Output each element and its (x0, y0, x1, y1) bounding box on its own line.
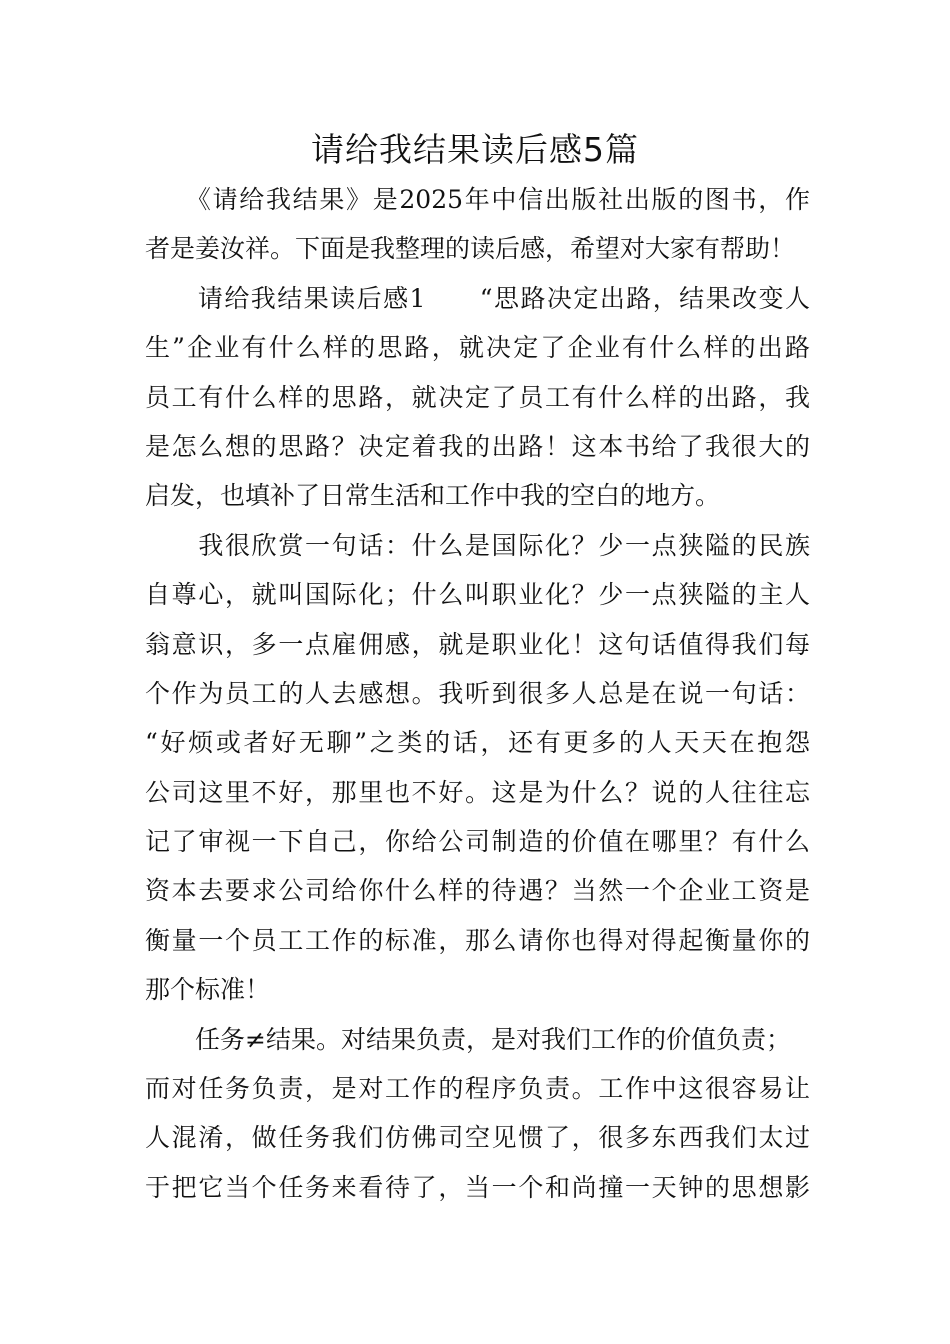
text-line: 请给我结果读后感1 “思路决定出路，结果改变人 (145, 283, 810, 313)
text-line: 是怎么想的思路？决定着我的出路！这本书给了我很大的 (145, 431, 810, 461)
text-line: “好烦或者好无聊”之类的话，还有更多的人天天在抱怨 (145, 728, 810, 758)
text-line: 那个标准！ (145, 975, 271, 1005)
text-line: 衡量一个员工工作的标准，那么请你也得对得起衡量你的 (145, 925, 810, 955)
text-line: 资本去要求公司给你什么样的待遇？当然一个企业工资是 (145, 876, 810, 906)
document-title: 请给我结果读后感5篇 (311, 130, 639, 169)
text-line: 自尊心，就叫国际化；什么叫职业化？少一点狭隘的主人 (145, 580, 810, 610)
text-line: 于把它当个任务来看待了，当一个和尚撞一天钟的思想影 (145, 1172, 810, 1202)
text-line: 记了审视一下自己，你给公司制造的价值在哪里？有什么 (145, 827, 810, 857)
text-line: 启发，也填补了日常生活和工作中我的空白的地方。 (145, 481, 721, 511)
text-line: 翁意识，多一点雇佣感，就是职业化！这句话值得我们每 (145, 629, 810, 659)
text-line: 而对任务负责，是对工作的程序负责。工作中这很容易让 (145, 1074, 810, 1104)
text-line: 人混淆，做任务我们仿佛司空见惯了，很多东西我们太过 (145, 1123, 810, 1153)
text-line: 员工有什么样的思路，就决定了员工有什么样的出路，我 (145, 382, 810, 412)
text-line: 者是姜汝祥。下面是我整理的读后感，希望对大家有帮助！ (145, 234, 796, 264)
text-line: 个作为员工的人去感想。我听到很多人总是在说一句话： (145, 678, 810, 708)
text-line: 《请给我结果》是2025年中信出版社出版的图书，作 (145, 185, 810, 214)
text-line: 我很欣赏一句话：什么是国际化？少一点狭隘的民族 (145, 530, 810, 560)
text-line: 生”企业有什么样的思路，就决定了企业有什么样的出路 (145, 333, 810, 363)
document-body (145, 175, 810, 1212)
text-line: 公司这里不好，那里也不好。这是为什么？说的人往往忘 (145, 777, 810, 807)
text-line: 任务≠结果。对结果负责，是对我们工作的价值负责； (145, 1024, 791, 1054)
